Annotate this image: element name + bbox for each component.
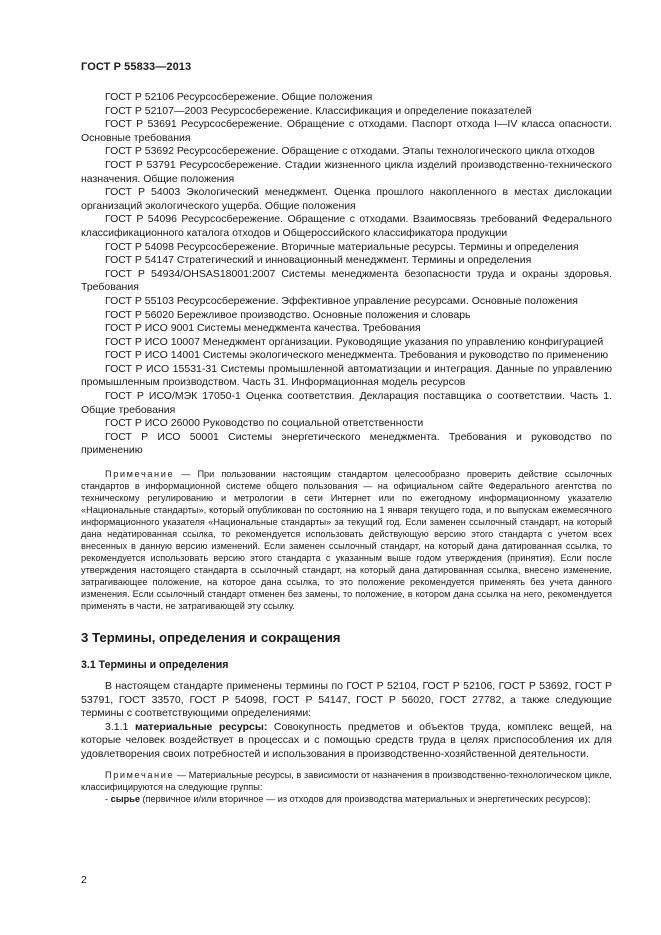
reference-item: ГОСТ Р ИСО 15531-31 Системы промышленной автоматизации и интеграция. Данные по управлению промышленным производством. Часть 31. Информационная модель ресурсов [81,362,612,389]
reference-item: ГОСТ Р 52107—2003 Ресурсосбережение. Классификация и определение показателей [105,104,532,117]
reference-item: ГОСТ Р ИСО 9001 Системы менеджмента качества. Требования [105,322,421,335]
reference-item: ГОСТ Р 53692 Ресурсосбережение. Обращение с отходами. Этапы технологического цикла отходов [105,145,595,158]
reference-item: ГОСТ Р ИСО 10007 Менеджмент организации. Руководящие указания по управлению конфигурацией [105,335,604,348]
section-title: 3 Термины, определения и сокращения [81,630,341,646]
reference-item: ГОСТ Р 55103 Ресурсосбережение. Эффективное управление ресурсами. Основные положения [105,294,578,307]
page-content [81,91,612,805]
reference-item: ГОСТ Р 54934/OHSAS18001:2007 Системы менеджмента безопасности труда и охраны здоровья. Требования [81,267,612,294]
reference-item: ГОСТ Р 56020 Бережливое производство. Основные положения и словарь [105,308,471,321]
reference-item: ГОСТ Р 53791 Ресурсосбережение. Стадии жизненного цикла изделий производственно-технического назначения. Общие положения [81,158,612,185]
document-code-header: ГОСТ Р 55833—2013 [81,61,192,73]
normative-references-list [81,91,612,458]
term-definition-text: Совокупность предметов и объектов труда, комплекс вещей, на которые человек воздействует в процессах и с помощью средств труда в целях приспособления их для удовлетворения своих потребностей и использования в производственно-хозяйственной деятельности. [81,720,612,760]
reference-item: ГОСТ Р ИСО 50001 Системы энергетического менеджмента. Требования и руководство по применению [81,430,612,457]
reference-item: ГОСТ Р 54003 Экологический менеджмент. Оценка прошлого накопленного в местах дислокации организаций экологического ущерба. Общие положения [81,186,612,212]
list-term: сырье [110,793,140,804]
reference-item: ГОСТ Р 54096 Ресурсосбережение. Обращение с отходами. Взаимосвязь требований Федерального классификационного каталога отходов и Общероссийского классификатора продукции [81,213,612,239]
list-prefix: - [105,793,111,804]
reference-item: ГОСТ Р 54098 Ресурсосбережение. Вторичные материальные ресурсы. Термины и определения [105,240,579,253]
term-number: 3.1.1 [105,720,129,733]
reference-item: ГОСТ Р 54147 Стратегический и инновационный менеджмент. Термины и определения [105,254,532,267]
note-text: — При пользовании настоящим стандартом целесообразно проверить действие ссылочных стандартов в информационной системе общего пользования — на официальном сайте Федерального агентства по техническому регулированию и метрологии в сети Интернет или по ежегодному информационному указателю «Национальные стандарты», который опубликован по состоянию на 1 января текущего года, и по выпускам ежемесячного информационного указателя «Национальные стандарты» за текущий год. Если заменен ссылочный стандарт, на который дана недатированная ссылка, то рекомендуется использовать действующую версию этого стандарта с учетом всех внесенных в данную версию изменений. Если заменен ссылочный стандарт, на который дана датированная ссылка, то рекомендуется использовать версию этого стандарта с указанным выше годом утверждения (принятия). Если после утверждения настоящего стандарта в ссылочный стандарт, на который дана датированная ссылка, внесено изменение, затрагивающее положение, на которое дана ссылка, то это положение рекомендуется применять без учета данного изменения. Если ссылочный стандарт отменен без замены, то положение, в котором дана ссылка на него, рекомендуется применять в части, не затрагивающей эту ссылку. [81,469,612,612]
reference-item: ГОСТ Р 52106 Ресурсосбережение. Общие положения [105,91,373,103]
term-list-item [81,793,612,805]
reference-item: ГОСТ Р ИСО 26000 Руководство по социальной ответственности [105,417,424,430]
reference-item: ГОСТ Р ИСО 14001 Системы экологического менеджмента. Требования и руководство по применению [105,349,609,362]
reference-item: ГОСТ Р 53691 Ресурсосбережение. Обращение с отходами. Паспорт отхода I—IV класса опасности. Основные требования [81,118,612,144]
references-note [81,468,612,612]
note-label: Примечание [105,469,175,480]
term-name: материальные ресурсы: [134,720,268,733]
term-definition [81,721,612,762]
term-note-label: Примечание [105,769,175,780]
page-number: 2 [81,874,87,886]
reference-item: ГОСТ Р ИСО/МЭК 17050-1 Оценка соответствия. Декларация поставщика о соответствии. Часть 1. Общие требования [81,390,612,416]
list-text: (первичное и/или вторичное — из отходов для производства материальных и энергетических ресурсов); [139,793,591,804]
intro-paragraph: В настоящем стандарте применены термины по ГОСТ Р 52104, ГОСТ Р 52106, ГОСТ Р 53692, ГОСТ Р 53791, ГОСТ 33570, ГОСТ Р 54098, ГОСТ Р 54147, ГОСТ Р 56020, ГОСТ 27782, а также следующие термины с соответствующими определениями: [81,680,612,720]
terms-intro [81,680,612,721]
term-note [81,769,612,805]
subsection-title: 3.1 Термины и определения [81,659,229,672]
term-note-text: — Материальные ресурсы, в зависимости от назначения в производственно-технологическом цикле, классифицируются на следующие группы: [81,769,612,792]
